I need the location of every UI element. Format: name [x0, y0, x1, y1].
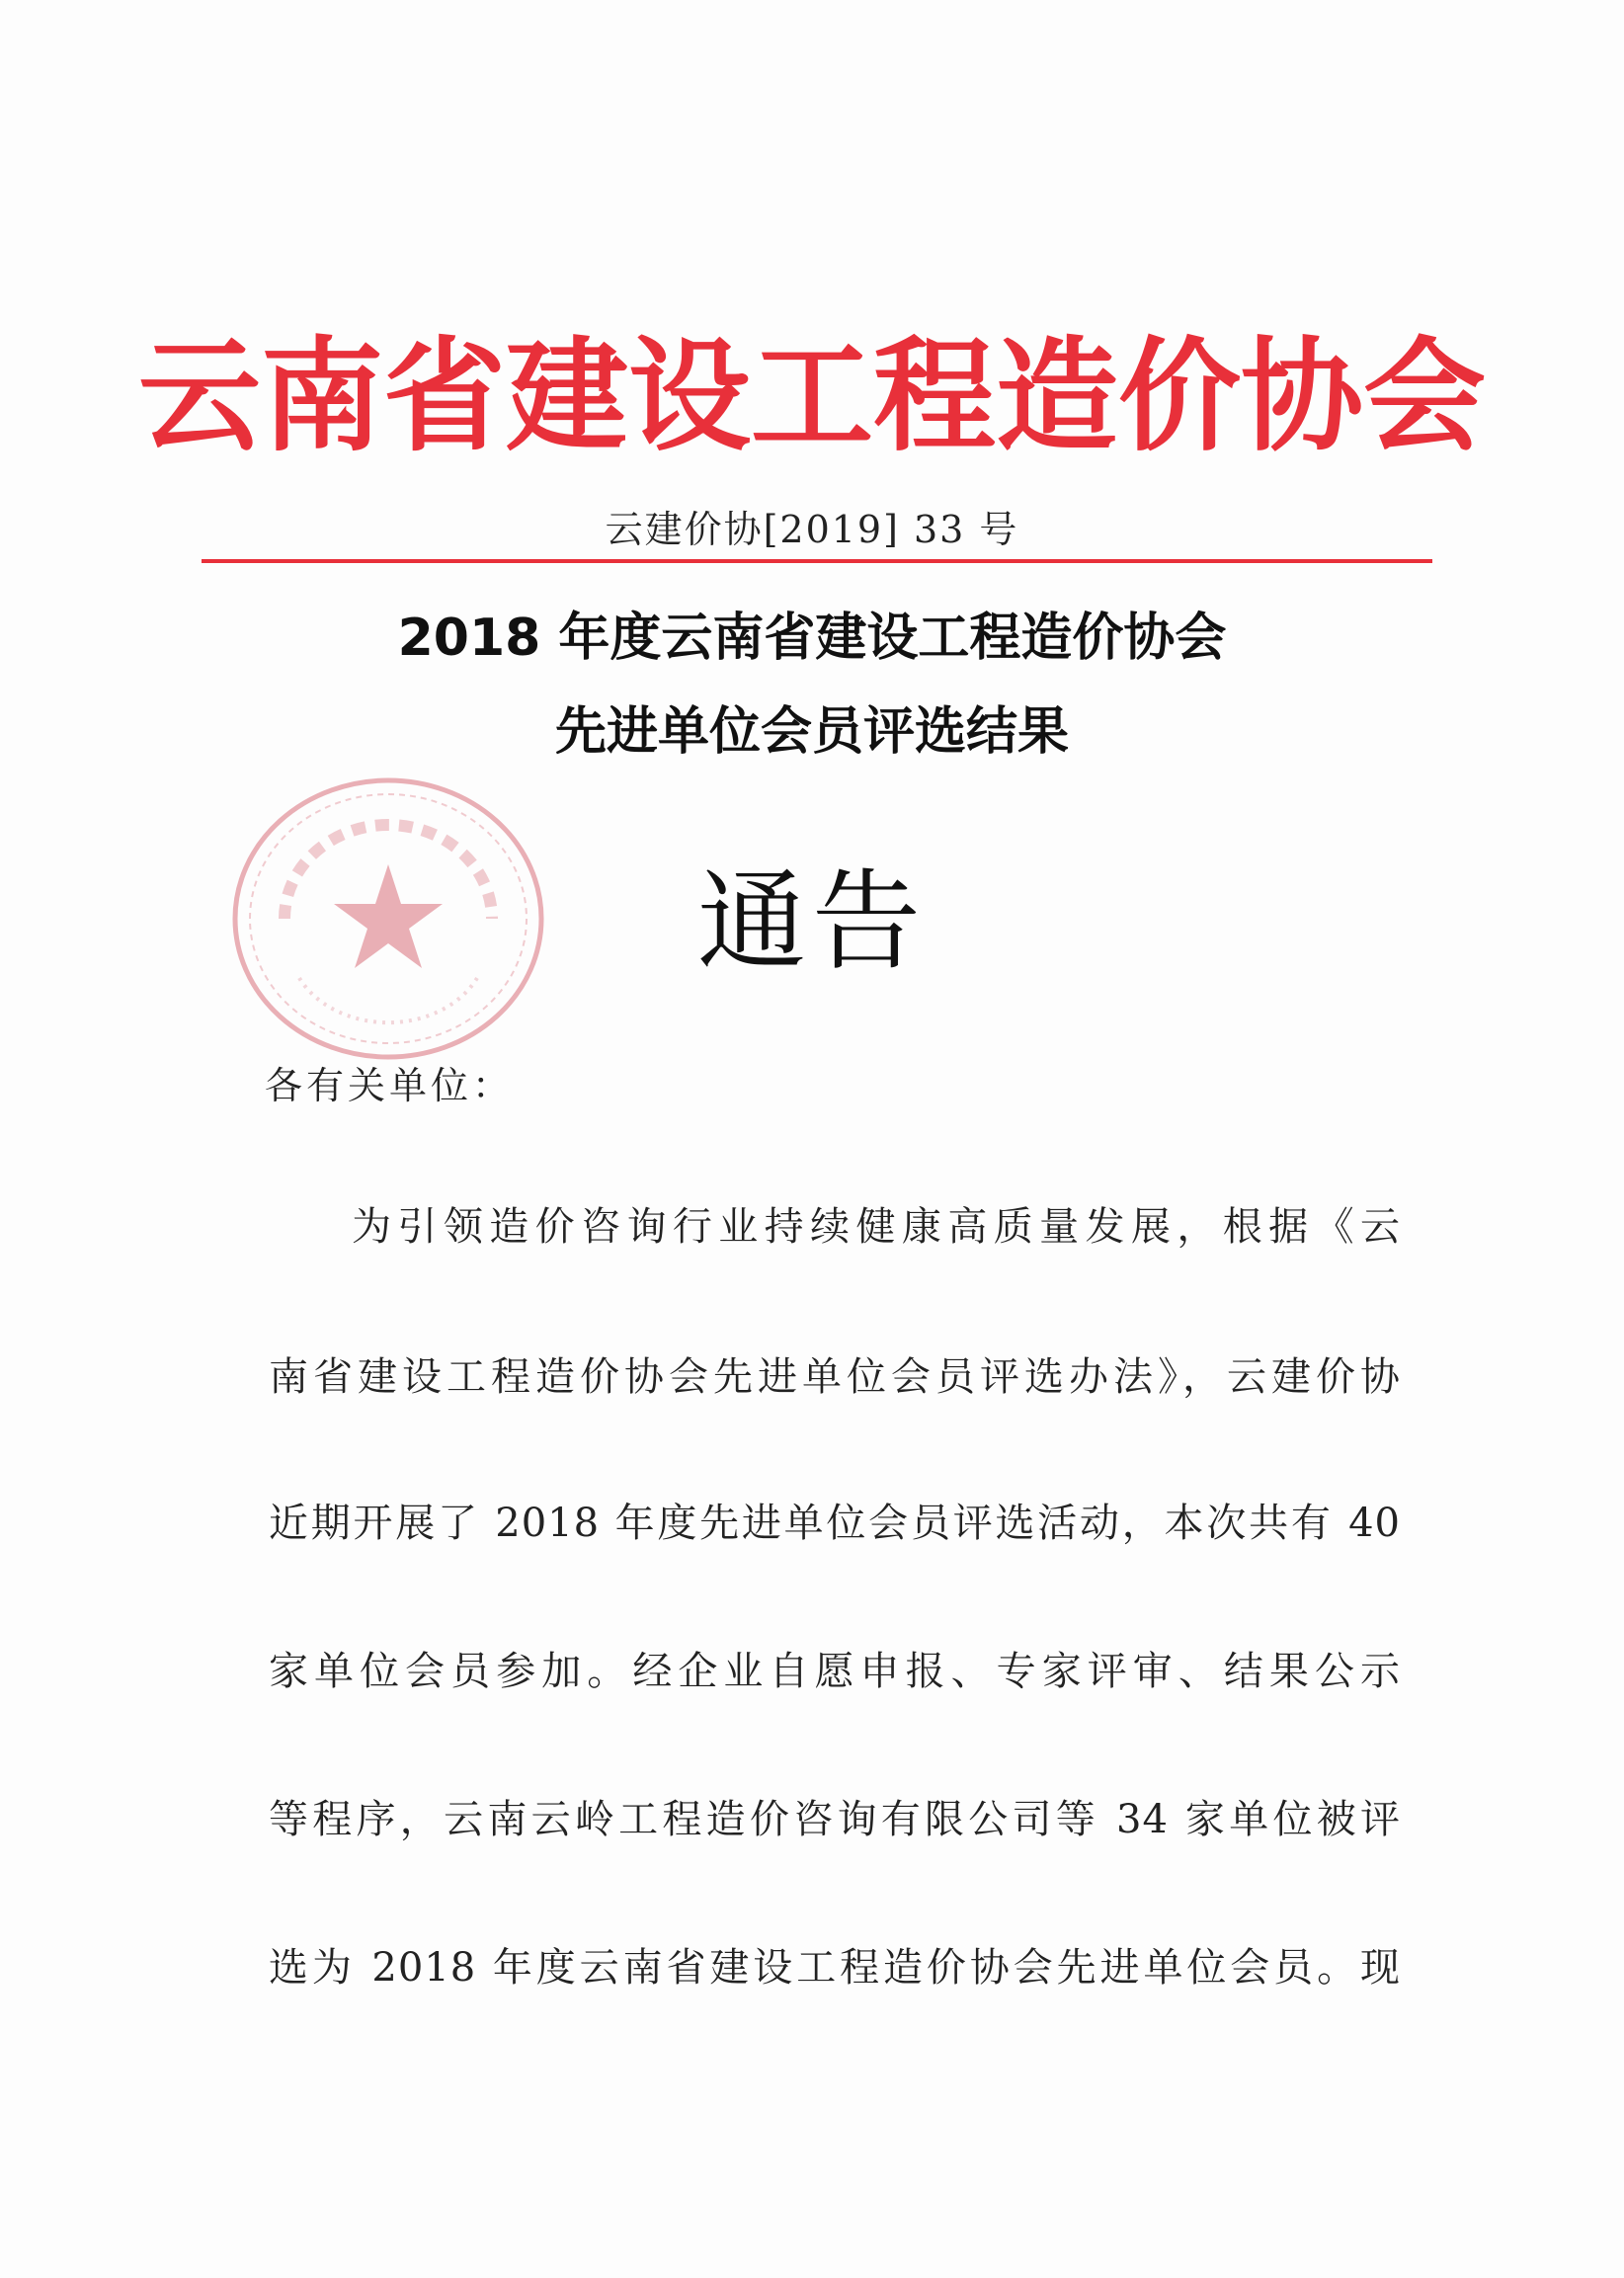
document-number: 云建价协[2019] 33 号 — [605, 508, 1019, 551]
body-paragraph-line: 选为 2018 年度云南省建设工程造价协会先进单位会员。现 — [269, 1945, 1401, 1991]
notice-heading: 通告 — [697, 858, 927, 985]
organization-letterhead: 云南省建设工程造价协会 — [137, 325, 1486, 468]
document-title-line-1: 2018 年度云南省建设工程造价协会 — [397, 609, 1227, 668]
document-title-line-2: 先进单位会员评选结果 — [554, 702, 1069, 762]
salutation: 各有关单位： — [265, 1064, 515, 1107]
body-paragraph-line: 近期开展了 2018 年度先进单位会员评选活动，本次共有 40 — [269, 1501, 1401, 1546]
body-paragraph-line: 家单位会员参加。经企业自愿申报、专家评审、结果公示 — [269, 1649, 1401, 1694]
body-paragraph-line: 等程序，云南云岭工程造价咨询有限公司等 34 家单位被评 — [269, 1797, 1401, 1842]
red-divider-line — [202, 559, 1432, 563]
body-paragraph-line: 为引领造价咨询行业持续健康高质量发展，根据《云 — [352, 1204, 1401, 1250]
body-paragraph-line: 南省建设工程造价协会先进单位会员评选办法》，云建价协 — [269, 1354, 1401, 1400]
